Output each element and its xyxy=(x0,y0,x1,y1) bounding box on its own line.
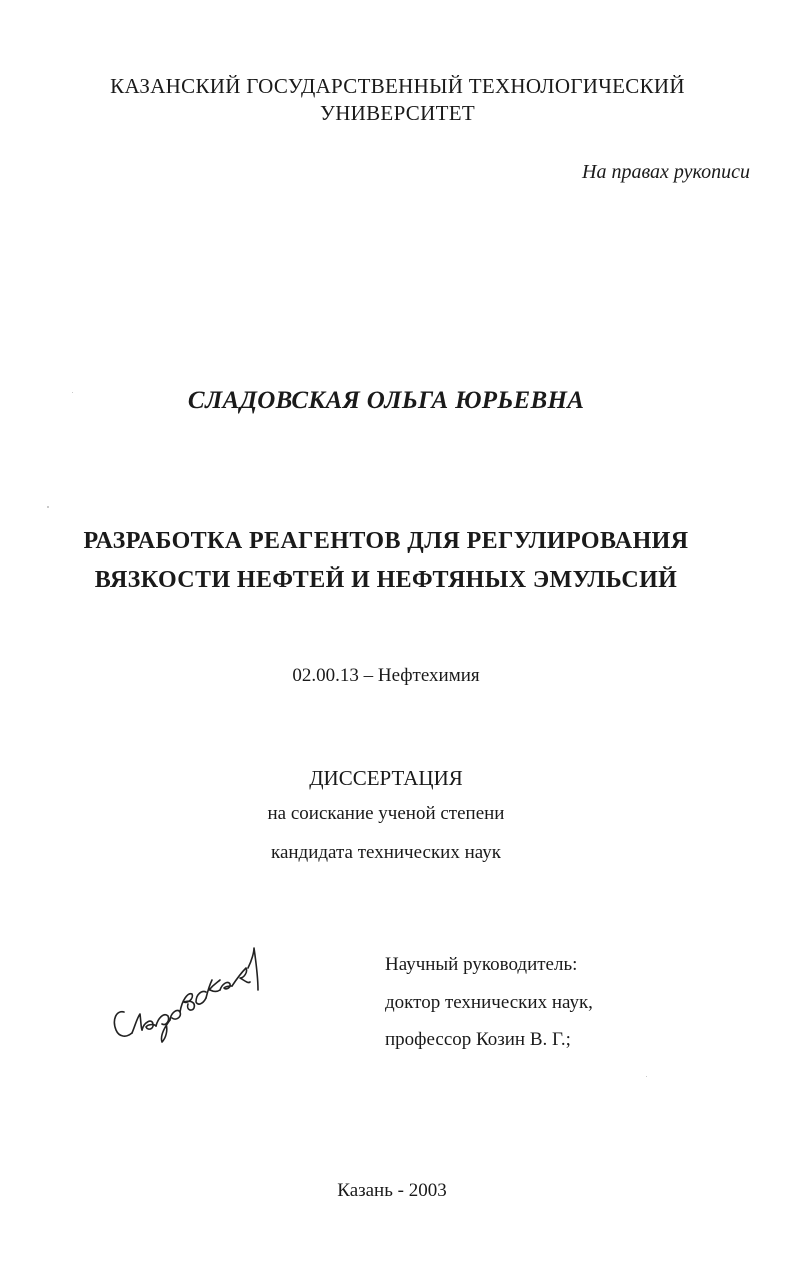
manuscript-note: На правах рукописи xyxy=(582,161,750,183)
specialty-code: 02.00.13 – Нефтехимия xyxy=(292,665,480,686)
advisor-name: профессор Козин В. Г.; xyxy=(385,1029,571,1050)
advisor-label: Научный руководитель: xyxy=(385,954,578,975)
scan-speck xyxy=(72,392,73,393)
scan-speck xyxy=(47,506,49,508)
thesis-title-line-2: ВЯЗКОСТИ НЕФТЕЙ И НЕФТЯНЫХ ЭМУЛЬСИЙ xyxy=(94,567,678,593)
degree-name: кандидата технических наук xyxy=(271,842,501,863)
thesis-title-line-1: РАЗРАБОТКА РЕАГЕНТОВ ДЛЯ РЕГУЛИРОВАНИЯ xyxy=(83,528,689,554)
degree-purpose: на соискание ученой степени xyxy=(267,803,505,824)
university-name-line-1: КАЗАНСКИЙ ГОСУДАРСТВЕННЫЙ ТЕХНОЛОГИЧЕСКИЙ xyxy=(110,74,685,98)
dissertation-label: ДИССЕРТАЦИЯ xyxy=(309,766,463,790)
scan-speck xyxy=(646,1076,647,1077)
advisor-degree: доктор технических наук, xyxy=(385,992,593,1013)
university-name-line-2: УНИВЕРСИТЕТ xyxy=(320,101,475,125)
author-name: СЛАДОВСКАЯ ОЛЬГА ЮРЬЕВНА xyxy=(187,387,585,414)
city-and-year: Казань - 2003 xyxy=(337,1180,447,1201)
handwritten-signature-icon xyxy=(108,938,268,1050)
